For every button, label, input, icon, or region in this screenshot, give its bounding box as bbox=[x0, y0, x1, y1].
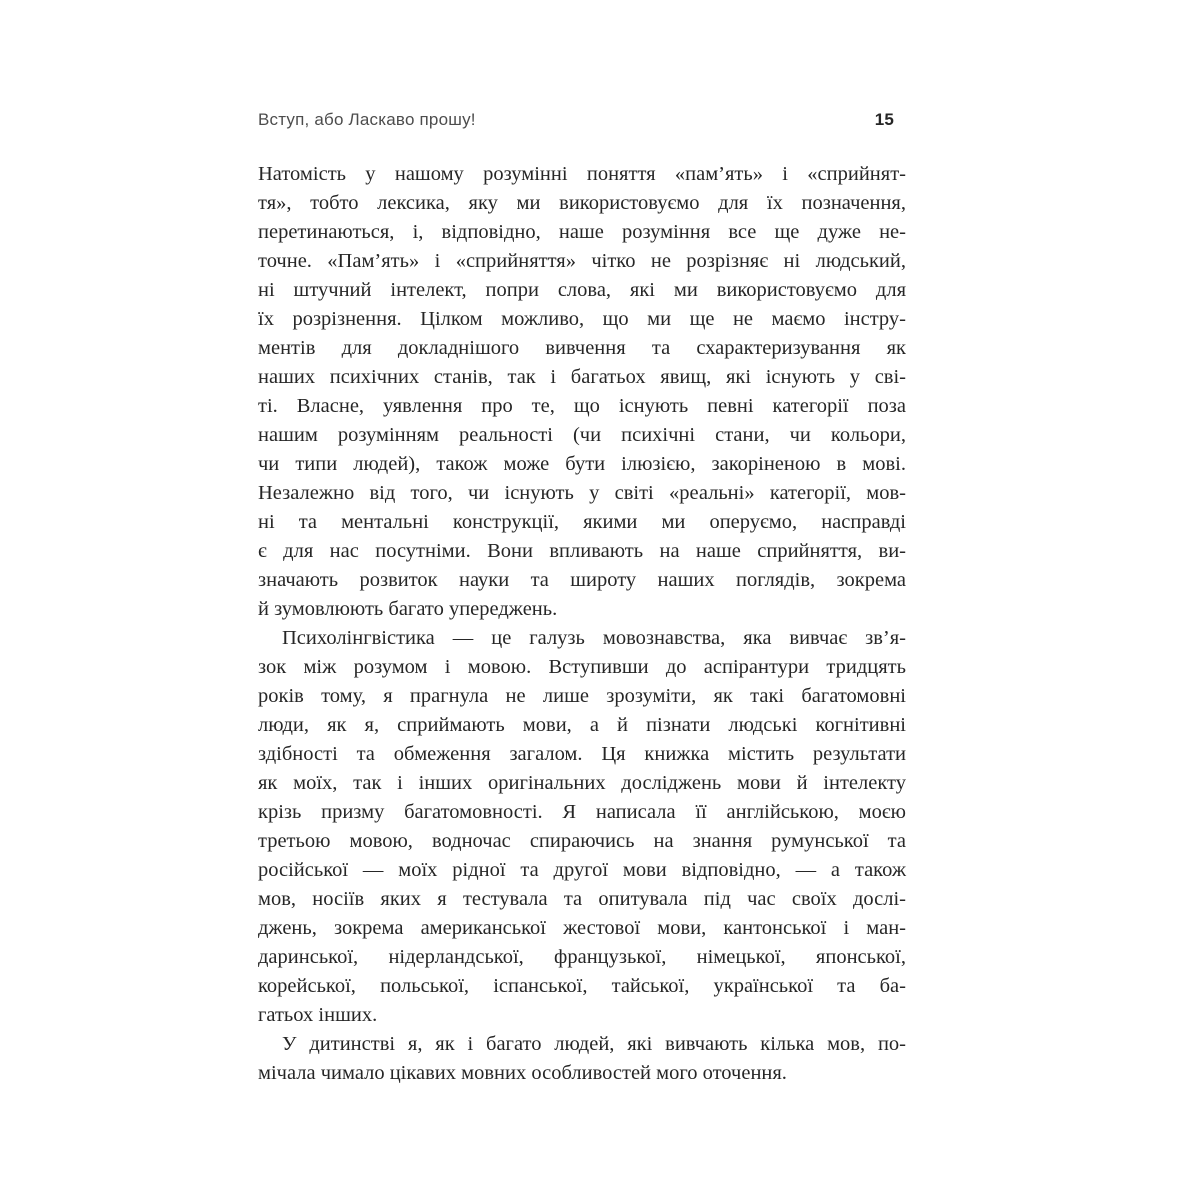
text-line: російської — моїх рідної та другої мови відповідно, — а також bbox=[258, 859, 906, 881]
text-line: є для нас посутніми. Вони впливають на наше сприйняття, ви- bbox=[258, 540, 906, 562]
text-line: мічала чимало цікавих мовних особливостей мого оточення. bbox=[258, 1062, 787, 1084]
running-title: Вступ, або Ласкаво прошу! bbox=[258, 110, 476, 129]
text-line: наших психічних станів, так і багатьох явищ, які існують у сві- bbox=[258, 366, 906, 388]
text-line: ментів для докладнішого вивчення та схарактеризування як bbox=[258, 337, 906, 359]
text-line: третьою мовою, водночас спираючись на знання румунської та bbox=[258, 830, 906, 852]
paragraph bbox=[258, 160, 906, 624]
text-line: ні та ментальні конструкції, якими ми оперуємо, насправді bbox=[258, 511, 906, 533]
running-head bbox=[258, 110, 906, 130]
text-line: Незалежно від того, чи існують у світі «реальні» категорії, мов- bbox=[258, 482, 906, 504]
text-line: нашим розумінням реальності (чи психічні стани, чи кольори, bbox=[258, 424, 906, 446]
text-line: й зумовлюють багато упереджень. bbox=[258, 598, 558, 620]
text-line: тя», тобто лексика, яку ми використовуємо для їх позначення, bbox=[258, 192, 906, 214]
text-line: джень, зокрема американської жестової мови, кантонської і ман- bbox=[258, 917, 906, 939]
text-line: значають розвиток науки та широту наших поглядів, зокрема bbox=[258, 569, 906, 591]
page-body bbox=[258, 160, 906, 1088]
paragraph bbox=[258, 624, 906, 1030]
text-line: мов, носіїв яких я тестувала та опитувала під час своїх дослі- bbox=[258, 888, 906, 910]
text-line: даринської, нідерландської, французької, німецької, японської, bbox=[258, 946, 906, 968]
text-line: Психолінгвістика — це галузь мовознавства, яка вивчає зв’я- bbox=[282, 627, 906, 649]
text-line: гатьох інших. bbox=[258, 1004, 378, 1026]
page-content bbox=[258, 110, 906, 1088]
text-line: зок між розумом і мовою. Вступивши до аспірантури тридцять bbox=[258, 656, 906, 678]
paragraph bbox=[258, 1030, 906, 1088]
text-line: ні штучний інтелект, попри слова, які ми використовуємо для bbox=[258, 279, 906, 301]
text-line: У дитинстві я, як і багато людей, які вивчають кілька мов, по- bbox=[282, 1033, 906, 1055]
text-line: здібності та обмеження загалом. Ця книжка містить результати bbox=[258, 743, 906, 765]
text-line: перетинаються, і, відповідно, наше розуміння все ще дуже не- bbox=[258, 221, 906, 243]
page-number: 15 bbox=[874, 110, 894, 129]
text-line: як моїх, так і інших оригінальних досліджень мови й інтелекту bbox=[258, 772, 906, 794]
text-line: їх розрізнення. Цілком можливо, що ми ще не маємо інстру- bbox=[258, 308, 906, 330]
text-line: Натомість у нашому розумінні поняття «пам’ять» і «сприйнят- bbox=[258, 163, 906, 185]
text-line: корейської, польської, іспанської, тайської, української та ба- bbox=[258, 975, 906, 997]
text-line: люди, як я, сприймають мови, а й пізнати людські когнітивні bbox=[258, 714, 906, 736]
text-line: чи типи людей), також може бути ілюзією, закоріненою в мові. bbox=[258, 453, 906, 475]
text-line: крізь призму багатомовності. Я написала її англійською, моєю bbox=[258, 801, 906, 823]
text-line: років тому, я прагнула не лише зрозуміти, як такі багатомовні bbox=[258, 685, 906, 707]
text-line: точне. «Пам’ять» і «сприйняття» чітко не розрізняє ні людський, bbox=[258, 250, 906, 272]
text-line: ті. Власне, уявлення про те, що існують певні категорії поза bbox=[258, 395, 906, 417]
